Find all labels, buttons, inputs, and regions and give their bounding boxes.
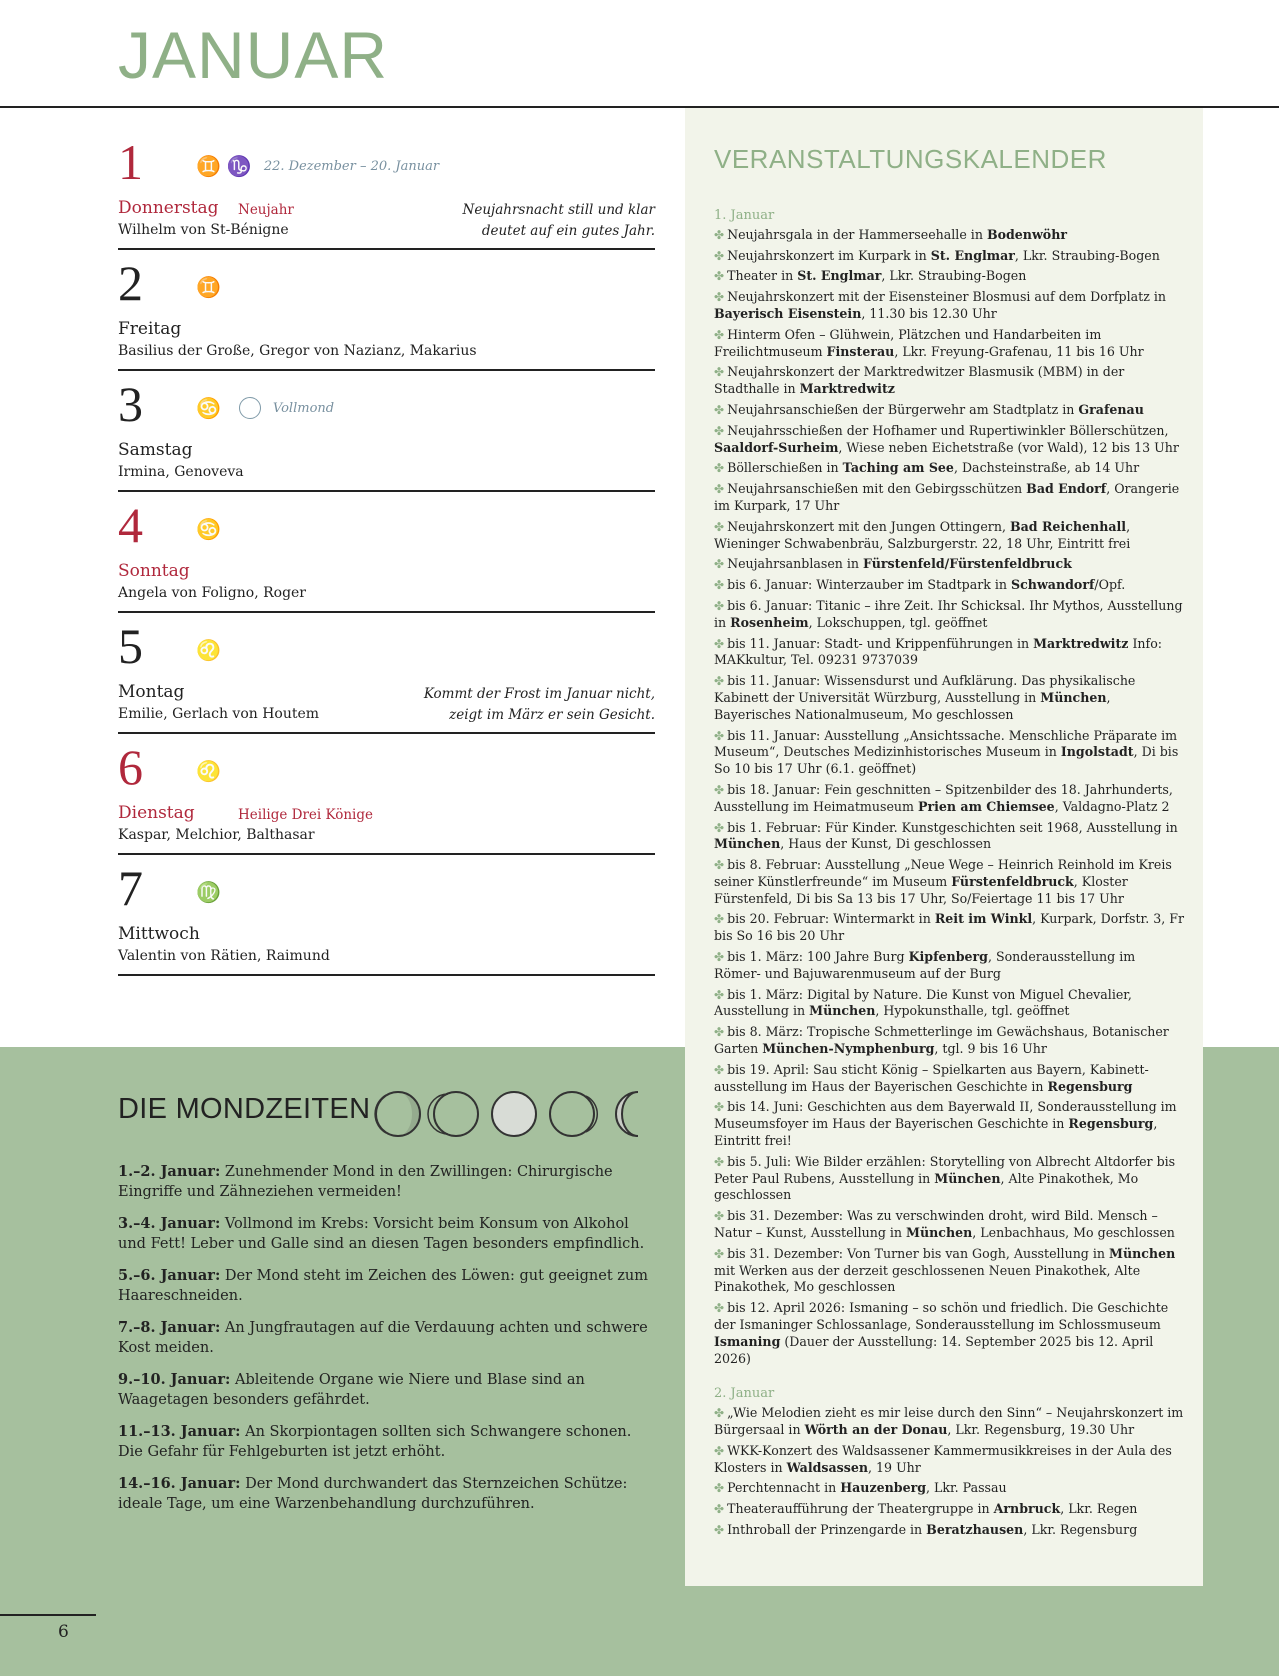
event-item — [714, 1480, 1184, 1497]
event-text: (Dauer der Ausstellung: 14. September 2025 bis 12. April 2026) — [714, 1333, 1154, 1366]
event-location: Fürstenfeld/Fürstenfeldbruck — [863, 556, 1072, 572]
event-item — [714, 1154, 1184, 1204]
event-location: Prien am Chiemsee — [917, 798, 1055, 814]
leaf-bullet-icon: ✤ — [714, 674, 725, 689]
event-location: Schwandorf — [1011, 577, 1095, 593]
moon-entry-date: 9.–10. Januar: — [118, 1371, 231, 1388]
event-location: Kipfenberg — [908, 949, 988, 965]
holiday-label: Neujahr — [238, 202, 294, 218]
event-text: Böllerschießen in — [727, 460, 843, 476]
page-title: JANUAR — [118, 18, 389, 92]
event-text: , Lkr. Straubing-Bogen — [1014, 247, 1160, 263]
event-location: Beratzhausen — [926, 1521, 1024, 1537]
day-divider — [118, 974, 655, 976]
event-location: Bad Endorf — [1026, 481, 1107, 497]
moon-entry — [118, 1266, 655, 1306]
event-list — [714, 208, 1184, 1543]
moon-entry-date: 11.–13. Januar: — [118, 1423, 241, 1440]
event-text: bis 6. Januar: Winterzauber im Stadtpark in — [727, 577, 1012, 593]
moon-times-list — [118, 1162, 655, 1526]
event-location: Regensburg — [1068, 1116, 1154, 1132]
weather-saying — [463, 200, 655, 242]
leaf-bullet-icon: ✤ — [714, 482, 725, 497]
moon-entry-text: Vollmond im Krebs: Vorsicht beim Konsum von Alkohol und Fett! Leber und Galle sind an diesen Tagen besonders empfindlich. — [118, 1216, 645, 1252]
day-icons — [196, 759, 221, 783]
saying-line: deutet auf ein gutes Jahr. — [481, 223, 655, 239]
event-location: München — [809, 1003, 876, 1019]
capricorn-zodiac-icon: ♑ — [226, 154, 252, 178]
event-location: Arnbruck — [993, 1501, 1061, 1517]
event-item — [714, 857, 1184, 907]
event-item — [714, 1501, 1184, 1518]
event-text: , Kloster Fürstenfeld, Di bis Sa 13 bis 17 Uhr, So/Feiertage 11 bis 17 Uhr — [714, 873, 1128, 906]
day-divider — [118, 369, 655, 371]
leaf-bullet-icon: ✤ — [714, 1406, 725, 1421]
leaf-bullet-icon: ✤ — [714, 728, 725, 743]
event-text: , 11.30 bis 12.30 Uhr — [861, 305, 997, 321]
event-text: , Hypokunsthalle, tgl. geöffnet — [875, 1003, 1070, 1019]
day-icons — [196, 275, 221, 299]
holiday-label: Heilige Drei Könige — [238, 807, 374, 823]
event-text: Hinterm Ofen – Glühwein, Plätzchen und Handarbeiten im Freilichtmuseum — [714, 326, 1102, 359]
leaf-bullet-icon: ✤ — [714, 858, 725, 873]
event-location: Fürstenfeldbruck — [951, 873, 1074, 889]
leaf-bullet-icon: ✤ — [714, 912, 725, 927]
event-text: bis 5. Juli: Wie Bilder erzählen: Storytelling von Albrecht Altdorfer bis Peter Paul Rubens, Ausstellung in — [714, 1153, 1176, 1186]
event-location: Taching am See — [842, 460, 954, 476]
event-item — [714, 820, 1184, 854]
weekday-label: Mittwoch — [118, 924, 200, 944]
weekday-label: Sonntag — [118, 561, 190, 581]
event-text: „Wie Melodien zieht es mir leise durch den Sinn“ – Neujahrskonzert im Bürgersaal in — [714, 1405, 1184, 1437]
event-item — [714, 598, 1184, 632]
saints-of-day: Kaspar, Melchior, Balthasar — [118, 827, 315, 843]
event-item — [714, 519, 1184, 553]
event-item — [714, 673, 1184, 723]
event-item — [714, 460, 1184, 477]
event-text: , 19 Uhr — [868, 1459, 921, 1475]
event-item — [714, 402, 1184, 419]
event-location: München — [906, 1225, 973, 1241]
event-text: , Lkr. Straubing-Bogen — [881, 268, 1027, 284]
event-text: bis 11. Januar: Stadt- und Krippenführungen in — [727, 635, 1034, 651]
event-text: Neujahrskonzert im Kurpark in — [727, 247, 931, 263]
moon-entry-text: Ableitende Organe wie Niere und Blase sind an Waagetagen besonders gefährdet. — [118, 1372, 585, 1408]
event-location: Regensburg — [1047, 1078, 1133, 1094]
event-item — [714, 636, 1184, 670]
weekday-label: Dienstag — [118, 803, 195, 823]
event-location: München — [714, 836, 781, 852]
event-text: Neujahrskonzert mit den Jungen Ottingern, — [727, 518, 1010, 534]
weekday-label: Freitag — [118, 319, 182, 339]
event-text: bis 31. Dezember: Was zu verschwinden droht, wird Bild. Mensch – Natur – Kunst, Ausstellung in — [714, 1208, 1158, 1241]
event-text: Inthroball der Prinzengarde in — [727, 1521, 927, 1537]
event-group-2-januar — [714, 1405, 1184, 1539]
event-location: Finsterau — [826, 343, 895, 359]
event-text: bis 8. März: Tropische Schmetterlinge im Gewächshaus, Botanischer Garten — [714, 1024, 1169, 1057]
leaf-bullet-icon: ✤ — [714, 227, 725, 242]
moon-entry-text: Der Mond durchwandert das Sternzeichen Schütze: ideale Tage, um eine Warzenbehandlung durchzuführen. — [118, 1476, 628, 1512]
leaf-bullet-icon: ✤ — [714, 782, 725, 797]
event-text: , Lokschuppen, tgl. geöffnet — [808, 614, 988, 630]
leaf-bullet-icon: ✤ — [714, 1443, 725, 1458]
gemini-zodiac-icon: ♊ — [196, 275, 221, 299]
day-number: 5 — [118, 618, 143, 674]
event-text: bis 1. Februar: Für Kinder. Kunstgeschichten seit 1968, Ausstellung in — [727, 819, 1178, 835]
day-icons — [196, 638, 221, 662]
day-divider — [118, 611, 655, 613]
event-text: , Sonderausstellung im Römer- und Bajuwarenmuseum auf der Burg — [714, 949, 1136, 981]
event-text: bis 18. Januar: Fein geschnitten – Spitzenbilder des 18. Jahrhunderts, Ausstellung im Heimatmuseum — [714, 781, 1173, 814]
event-item — [714, 1062, 1184, 1096]
day-entry-5 — [118, 618, 655, 738]
day-number: 7 — [118, 860, 143, 916]
event-item — [714, 728, 1184, 778]
saints-of-day: Irmina, Genoveva — [118, 464, 244, 480]
event-text: Theateraufführung der Theatergruppe in — [727, 1501, 994, 1517]
leaf-bullet-icon: ✤ — [714, 1154, 725, 1169]
day-icons — [196, 880, 221, 904]
cancer-zodiac-icon: ♋ — [196, 396, 221, 420]
full-moon-icon — [239, 397, 261, 419]
leaf-bullet-icon: ✤ — [714, 1246, 725, 1261]
event-location: Hauzenberg — [840, 1480, 927, 1496]
event-item — [714, 289, 1184, 323]
event-location: St. Englmar — [930, 247, 1015, 263]
saints-of-day: Basilius der Große, Gregor von Nazianz, Makarius — [118, 343, 477, 359]
event-item — [714, 1208, 1184, 1242]
day-entry-6 — [118, 739, 655, 859]
leaf-bullet-icon: ✤ — [714, 1025, 725, 1040]
moon-entry — [118, 1474, 655, 1514]
moon-entry — [118, 1318, 655, 1358]
day-entry-2 — [118, 255, 655, 375]
day-entry-1 — [118, 134, 655, 254]
event-location: Rosenheim — [730, 614, 809, 630]
saying-line: Neujahrsnacht still und klar — [462, 202, 655, 218]
event-text: , Alte Pinakothek, Mo geschlossen — [714, 1170, 1139, 1203]
event-calendar-title: VERANSTALTUNGSKALENDER — [714, 144, 1107, 174]
event-item — [714, 1522, 1184, 1539]
event-item — [714, 577, 1184, 594]
event-item — [714, 556, 1184, 573]
leaf-bullet-icon: ✤ — [714, 987, 725, 1002]
event-text: Info: MAKkultur, Tel. 09231 9737039 — [714, 635, 1163, 668]
moon-phase-note: Vollmond — [272, 400, 335, 416]
event-text: , Valdagno-Platz 2 — [1054, 798, 1170, 814]
leaf-bullet-icon: ✤ — [714, 1502, 725, 1517]
moon-entry-date: 1.–2. Januar: — [118, 1163, 221, 1180]
event-text: , Lkr. Freyung-Grafenau, 11 bis 16 Uhr — [894, 343, 1144, 359]
event-text: Neujahrsanschießen der Bürgerwehr am Stadtplatz in — [727, 401, 1079, 417]
event-text: , Bayerisches Nationalmuseum, Mo geschlossen — [714, 689, 1111, 722]
leaf-bullet-icon: ✤ — [714, 1100, 725, 1115]
moon-entry-text: An Jungfrautagen auf die Verdauung achten und schwere Kost meiden. — [118, 1320, 648, 1356]
event-text: , tgl. 9 bis 16 Uhr — [934, 1041, 1047, 1057]
event-item — [714, 227, 1184, 244]
saints-of-day: Angela von Foligno, Roger — [118, 585, 307, 601]
leaf-bullet-icon: ✤ — [714, 598, 725, 613]
leaf-bullet-icon: ✤ — [714, 820, 725, 835]
leo-zodiac-icon: ♌ — [196, 759, 221, 783]
zodiac-period-note: 22. Dezember – 20. Januar — [263, 158, 440, 174]
event-text: , Wiese neben Eichetstraße (vor Wald), 12 bis 13 Uhr — [838, 439, 1179, 455]
event-date-heading: 2. Januar — [714, 1386, 775, 1402]
weekday-label: Samstag — [118, 440, 193, 460]
event-item — [714, 1246, 1184, 1296]
event-location: München-Nymphenburg — [762, 1041, 935, 1057]
day-divider — [118, 248, 655, 250]
footer-divider — [0, 1614, 96, 1616]
event-item — [714, 911, 1184, 945]
day-divider — [118, 732, 655, 734]
weather-saying — [424, 684, 655, 726]
moon-phases-icon — [372, 1088, 658, 1140]
event-location: St. Englmar — [797, 268, 882, 284]
event-text: , Lkr. Passau — [926, 1480, 1007, 1496]
event-text: bis 31. Dezember: Von Turner bis van Gogh, Ausstellung in — [727, 1245, 1110, 1261]
leaf-bullet-icon: ✤ — [714, 1062, 725, 1077]
event-text: Neujahrsschießen der Hofhamer und Rupertiwinkler Böllerschützen, — [727, 422, 1169, 438]
leaf-bullet-icon: ✤ — [714, 557, 725, 572]
event-text: bis 1. März: Digital by Nature. Die Kunst von Miguel Chevalier, Ausstellung in — [714, 986, 1132, 1019]
day-entry-4 — [118, 497, 655, 617]
event-text: Neujahrsgala in der Hammerseehalle in — [727, 226, 987, 242]
event-calendar-panel — [685, 108, 1203, 1586]
moon-entry-text: An Skorpiontagen sollten sich Schwangere schonen. Die Gefahr für Fehlgeburten ist jetzt erhöht. — [118, 1424, 632, 1460]
event-location: Wörth an der Donau — [804, 1422, 948, 1437]
event-text: bis 8. Februar: Ausstellung „Neue Wege – Heinrich Reinhold im Kreis seiner Künstlerfreunde“ im Museum — [714, 857, 1172, 889]
event-location: München — [1109, 1245, 1176, 1261]
event-location: München — [1040, 689, 1107, 705]
moon-entry — [118, 1422, 655, 1462]
event-location: München — [934, 1170, 1001, 1186]
day-number: 2 — [118, 255, 143, 311]
saints-of-day: Emilie, Gerlach von Houtem — [118, 706, 320, 722]
event-item — [714, 1443, 1184, 1477]
leaf-bullet-icon: ✤ — [714, 248, 725, 263]
event-item — [714, 481, 1184, 515]
event-text: bis 11. Januar: Wissensdurst und Aufklärung. Das physikalische Kabinett der Universität Würzburg, Ausstellung in — [714, 673, 1136, 705]
day-number: 4 — [118, 497, 143, 553]
event-text: , Wieninger Schwabenbräu, Salzburgerstr. 22, 18 Uhr, Eintritt frei — [714, 518, 1131, 551]
event-location: Ismaning — [714, 1333, 781, 1349]
event-text: , Di bis So 10 bis 17 Uhr (6.1. geöffnet) — [714, 744, 1179, 777]
event-location: Bad Reichenhall — [1009, 518, 1127, 534]
event-text: bis 20. Februar: Wintermarkt in — [727, 911, 935, 927]
leaf-bullet-icon: ✤ — [714, 578, 725, 593]
event-text: WKK-Konzert des Waldsassener Kammermusikkreises in der Aula des Klosters in — [714, 1442, 1172, 1475]
event-item — [714, 1300, 1184, 1367]
moon-entry — [118, 1370, 655, 1410]
event-text: mit Werken aus der derzeit geschlossenen Neuen Pinakothek, Alte Pinakothek, Mo geschlossen — [714, 1262, 1141, 1295]
event-location: Bayerisch Eisenstein — [714, 305, 862, 321]
day-number: 6 — [118, 739, 143, 795]
event-location: Reit im Winkl — [934, 911, 1033, 927]
moon-entry-text: Der Mond steht im Zeichen des Löwen: gut geeignet zum Haareschneiden. — [118, 1268, 648, 1304]
saying-line: zeigt im März er sein Gesicht. — [449, 707, 655, 723]
event-text: , Orangerie im Kurpark, 17 Uhr — [714, 481, 1180, 513]
leaf-bullet-icon: ✤ — [714, 461, 725, 476]
leaf-bullet-icon: ✤ — [714, 519, 725, 534]
event-text: , Haus der Kunst, Di geschlossen — [780, 836, 992, 852]
day-number: 3 — [118, 376, 143, 432]
event-item — [714, 364, 1184, 398]
event-text: , Dachsteinstraße, ab 14 Uhr — [953, 460, 1140, 476]
moon-times-title: DIE MONDZEITEN — [118, 1093, 371, 1125]
event-location: Marktredwitz — [1033, 635, 1129, 651]
leaf-bullet-icon: ✤ — [714, 636, 725, 651]
day-entry-7 — [118, 860, 655, 980]
event-text: , Eintritt frei! — [714, 1116, 1158, 1149]
virgo-zodiac-icon: ♍ — [196, 880, 221, 904]
moon-entry — [118, 1214, 655, 1254]
leaf-bullet-icon: ✤ — [714, 327, 725, 342]
moon-entry-text: Zunehmender Mond in den Zwillingen: Chirurgische Eingriffe und Zähneziehen vermeiden! — [118, 1164, 613, 1200]
event-item — [714, 268, 1184, 285]
event-text: bis 19. April: Sau sticht König – Spielkarten aus Bayern, Kabinettausstellung im Haus der Bayerischen Geschichte in — [714, 1061, 1149, 1094]
saints-of-day: Wilhelm von St-Bénigne — [118, 222, 289, 238]
event-text: bis 1. März: 100 Jahre Burg — [727, 949, 909, 965]
day-divider — [118, 853, 655, 855]
event-location: Bodenwöhr — [986, 226, 1067, 242]
event-text: , Kurpark, Dorfstr. 3, Fr bis So 16 bis 20 Uhr — [714, 911, 1184, 944]
event-text: Neujahrsanblasen in — [727, 556, 864, 572]
leaf-bullet-icon: ✤ — [714, 402, 725, 417]
leaf-bullet-icon: ✤ — [714, 290, 725, 305]
day-divider — [118, 490, 655, 492]
event-text: bis 11. Januar: Ausstellung „Ansichtssache. Menschliche Präparate im Museum“, Deutsches Medizinhistorisches Museum in — [714, 727, 1178, 760]
moon-entry-date: 7.–8. Januar: — [118, 1319, 221, 1336]
event-location: Saaldorf-Surheim — [714, 439, 839, 455]
event-item — [714, 423, 1184, 457]
leaf-bullet-icon: ✤ — [714, 1301, 725, 1316]
moon-entry-date: 3.–4. Januar: — [118, 1215, 221, 1232]
event-item — [714, 1024, 1184, 1058]
moon-entry-date: 14.–16. Januar: — [118, 1475, 241, 1492]
weekday-label: Donnerstag — [118, 198, 219, 218]
event-item — [714, 248, 1184, 265]
leaf-bullet-icon: ✤ — [714, 1481, 725, 1496]
event-location: Ingolstadt — [1060, 744, 1134, 760]
event-date-heading: 1. Januar — [714, 208, 775, 223]
page-number: 6 — [58, 1622, 69, 1642]
event-item — [714, 1405, 1184, 1439]
leo-zodiac-icon: ♌ — [196, 638, 221, 662]
leaf-bullet-icon: ✤ — [714, 1522, 725, 1537]
day-entry-3 — [118, 376, 655, 496]
event-text: Perchtennacht in — [727, 1480, 841, 1496]
leaf-bullet-icon: ✤ — [714, 950, 725, 965]
event-text: , Lkr. Regensburg, 19.30 Uhr — [947, 1422, 1135, 1437]
event-text: , Lenbachhaus, Mo geschlossen — [972, 1225, 1175, 1241]
day-icons — [196, 396, 334, 420]
event-text: , Lkr. Regensburg — [1023, 1521, 1138, 1537]
leaf-bullet-icon: ✤ — [714, 365, 725, 380]
event-item — [714, 1099, 1184, 1149]
event-text: Neujahrskonzert mit der Eisensteiner Blosmusi auf dem Dorfplatz in — [727, 289, 1166, 305]
moon-entry — [118, 1162, 655, 1202]
event-group-1-januar — [714, 227, 1184, 1368]
day-icons — [196, 154, 439, 178]
leaf-bullet-icon: ✤ — [714, 269, 725, 284]
saying-line: Kommt der Frost im Januar nicht, — [423, 686, 655, 702]
day-number: 1 — [118, 134, 143, 190]
weekday-label: Montag — [118, 682, 185, 702]
gemini-zodiac-icon: ♊ — [196, 154, 221, 178]
saints-of-day: Valentin von Rätien, Raimund — [118, 948, 330, 964]
cancer-zodiac-icon: ♋ — [196, 517, 221, 541]
event-text: , Lkr. Regen — [1060, 1501, 1138, 1517]
event-text: Neujahrskonzert der Marktredwitzer Blasmusik (MBM) in der Stadthalle in — [714, 364, 1125, 397]
event-location: Waldsassen — [786, 1459, 869, 1475]
event-location: Marktredwitz — [799, 381, 895, 397]
event-text: bis 12. April 2026: Ismaning – so schön und friedlich. Die Geschichte der Ismaninger Schlossanlage, Sonderausstellung im Schlossmuseum — [714, 1300, 1169, 1333]
event-item — [714, 987, 1184, 1021]
event-item — [714, 949, 1184, 983]
event-item — [714, 782, 1184, 816]
event-text: bis 6. Januar: Titanic – ihre Zeit. Ihr Schicksal. Ihr Mythos, Ausstellung in — [714, 597, 1183, 630]
event-text: Neujahrsanschießen mit den Gebirgsschützen — [727, 481, 1027, 497]
event-text: /Opf. — [1094, 577, 1126, 593]
event-item — [714, 327, 1184, 361]
moon-entry-date: 5.–6. Januar: — [118, 1267, 221, 1284]
event-location: Grafenau — [1078, 401, 1144, 417]
event-text: bis 14. Juni: Geschichten aus dem Bayerwald II, Sonderausstellung im Museumsfoyer im Haus der Bayerischen Geschichte in — [714, 1099, 1177, 1132]
event-text: Theater in — [727, 268, 798, 284]
day-icons — [196, 517, 221, 541]
leaf-bullet-icon: ✤ — [714, 1209, 725, 1224]
leaf-bullet-icon: ✤ — [714, 423, 725, 438]
